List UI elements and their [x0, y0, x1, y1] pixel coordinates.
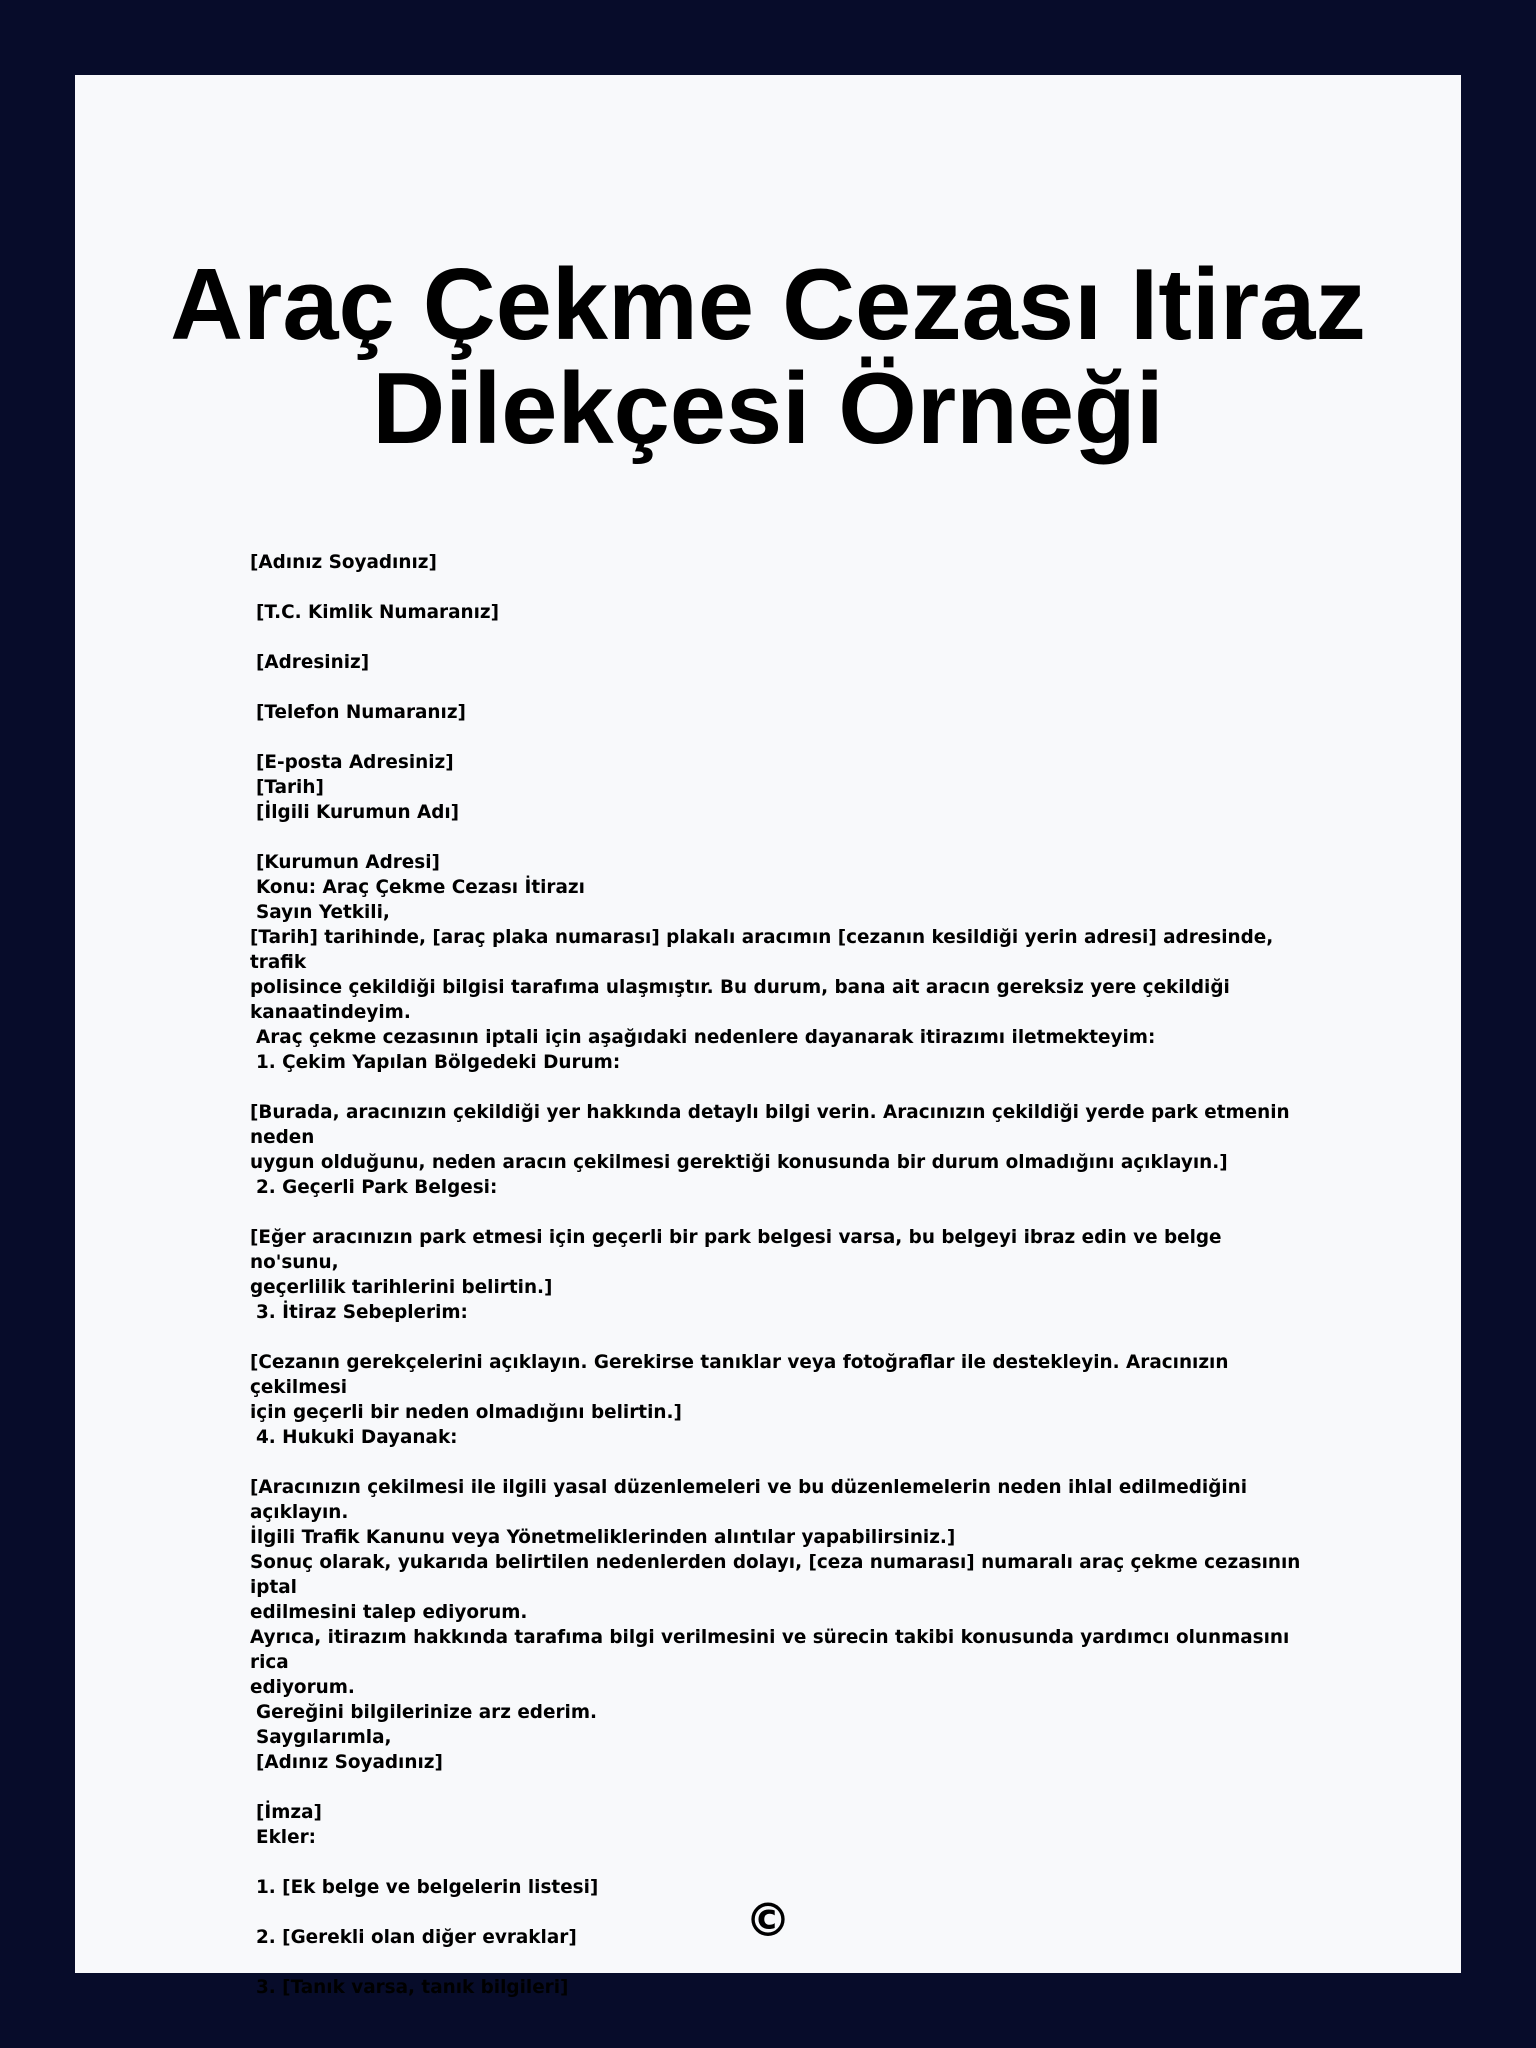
letter-line: için geçerli bir neden olmadığını belirtin.]: [250, 1402, 682, 1423]
letter-line: uygun olduğunu, neden aracın çekilmesi gerektiği konusunda bir durum olmadığını açıklayın.]: [250, 1152, 1228, 1173]
letter-line: Araç çekme cezasının iptali için aşağıdaki nedenlere dayanarak itirazımı iletmekteyim:: [256, 1027, 1156, 1048]
letter-line: 2. Geçerli Park Belgesi:: [256, 1177, 498, 1198]
letter-line: [Tarih]: [256, 777, 324, 798]
blank-line: [250, 1450, 1310, 1475]
blank-line: [250, 575, 1310, 600]
letter-line: Saygılarımla,: [256, 1727, 392, 1748]
letter-line: Ayrıca, itirazım hakkında tarafıma bilgi verilmesini ve sürecin takibi konusunda yardımcı olunmasını rica: [250, 1627, 1296, 1673]
letter-line: kanaatindeyim.: [250, 1002, 411, 1023]
blank-line: [250, 1325, 1310, 1350]
letter-line: [Telefon Numaranız]: [256, 702, 466, 723]
letter-line: [E-posta Adresiniz]: [256, 752, 454, 773]
blank-line: [250, 1200, 1310, 1225]
blank-line: [250, 725, 1310, 750]
title-line-1: Araç Çekme Cezası Itiraz: [170, 249, 1366, 361]
letter-line: [İlgili Kurumun Adı]: [256, 802, 460, 823]
letter-line: 3. [Tanık varsa, tanık bilgileri]: [256, 1977, 569, 1998]
letter-line: [Burada, aracınızın çekildiği yer hakkında detaylı bilgi verin. Aracınızın çekildiği yerde park etmenin neden: [250, 1102, 1297, 1148]
letter-line: ediyorum.: [250, 1677, 355, 1698]
blank-line: [250, 1075, 1310, 1100]
copyright-icon: ©: [745, 1893, 791, 1947]
blank-line: [250, 625, 1310, 650]
letter-line: Sayın Yetkili,: [256, 902, 390, 923]
letter-line: İlgili Trafik Kanunu veya Yönetmeliklerinden alıntılar yapabilirsiniz.]: [250, 1527, 956, 1548]
letter-line: Sonuç olarak, yukarıda belirtilen nedenlerden dolayı, [ceza numarası] numaralı araç çekme cezasının iptal: [250, 1552, 1307, 1598]
letter-line: [Adınız Soyadınız]: [256, 1752, 443, 1773]
letter-line: 3. İtiraz Sebeplerim:: [256, 1302, 468, 1323]
letter-line: [Kurumun Adresi]: [256, 852, 440, 873]
blank-line: [250, 1950, 1310, 1975]
letter-line: 2. [Gerekli olan diğer evraklar]: [256, 1927, 577, 1948]
letter-line: Ekler:: [256, 1827, 316, 1848]
page-title: [75, 249, 1461, 465]
letter-line: [İmza]: [256, 1802, 322, 1823]
letter-line: 1. [Ek belge ve belgelerin listesi]: [256, 1877, 599, 1898]
letter-line: 1. Çekim Yapılan Bölgedeki Durum:: [256, 1052, 621, 1073]
blank-line: [250, 1775, 1310, 1800]
document-page: [75, 75, 1461, 1998]
blank-line: [250, 675, 1310, 700]
title-line-2: Dilekçesi Örneği: [372, 353, 1164, 465]
letter-line: [Adınız Soyadınız]: [250, 552, 437, 573]
letter-line: polisince çekildiği bilgisi tarafıma ulaşmıştır. Bu durum, bana ait aracın gereksiz yere çekildiği: [250, 977, 1230, 998]
letter-line: 4. Hukuki Dayanak:: [256, 1427, 458, 1448]
letter-line: edilmesini talep ediyorum.: [250, 1602, 528, 1623]
letter-line: Gereğini bilgilerinize arz ederim.: [256, 1702, 597, 1723]
letter-line: [Tarih] tarihinde, [araç plaka numarası] plakalı aracımın [cezanın kesildiği yerin adresi] adresinde, trafik: [250, 927, 1280, 973]
blank-line: [250, 825, 1310, 850]
letter-line: [Cezanın gerekçelerini açıklayın. Gerekirse tanıklar veya fotoğraflar ile destekleyin. Aracınızın çekilmesi: [250, 1352, 1235, 1398]
blank-line: [250, 1850, 1310, 1875]
letter-body: [250, 550, 1310, 2000]
letter-line: Konu: Araç Çekme Cezası İtirazı: [256, 877, 585, 898]
letter-line: geçerlilik tarihlerini belirtin.]: [250, 1277, 553, 1298]
letter-line: [Aracınızın çekilmesi ile ilgili yasal düzenlemeleri ve bu düzenlemelerin neden ihlal edilmediğini açıklayın.: [250, 1477, 1254, 1523]
letter-line: [T.C. Kimlik Numaranız]: [256, 602, 500, 623]
letter-line: [Adresiniz]: [256, 652, 370, 673]
letter-line: [Eğer aracınızın park etmesi için geçerli bir park belgesi varsa, bu belgeyi ibraz edin ve belge no'sunu,: [250, 1227, 1228, 1273]
